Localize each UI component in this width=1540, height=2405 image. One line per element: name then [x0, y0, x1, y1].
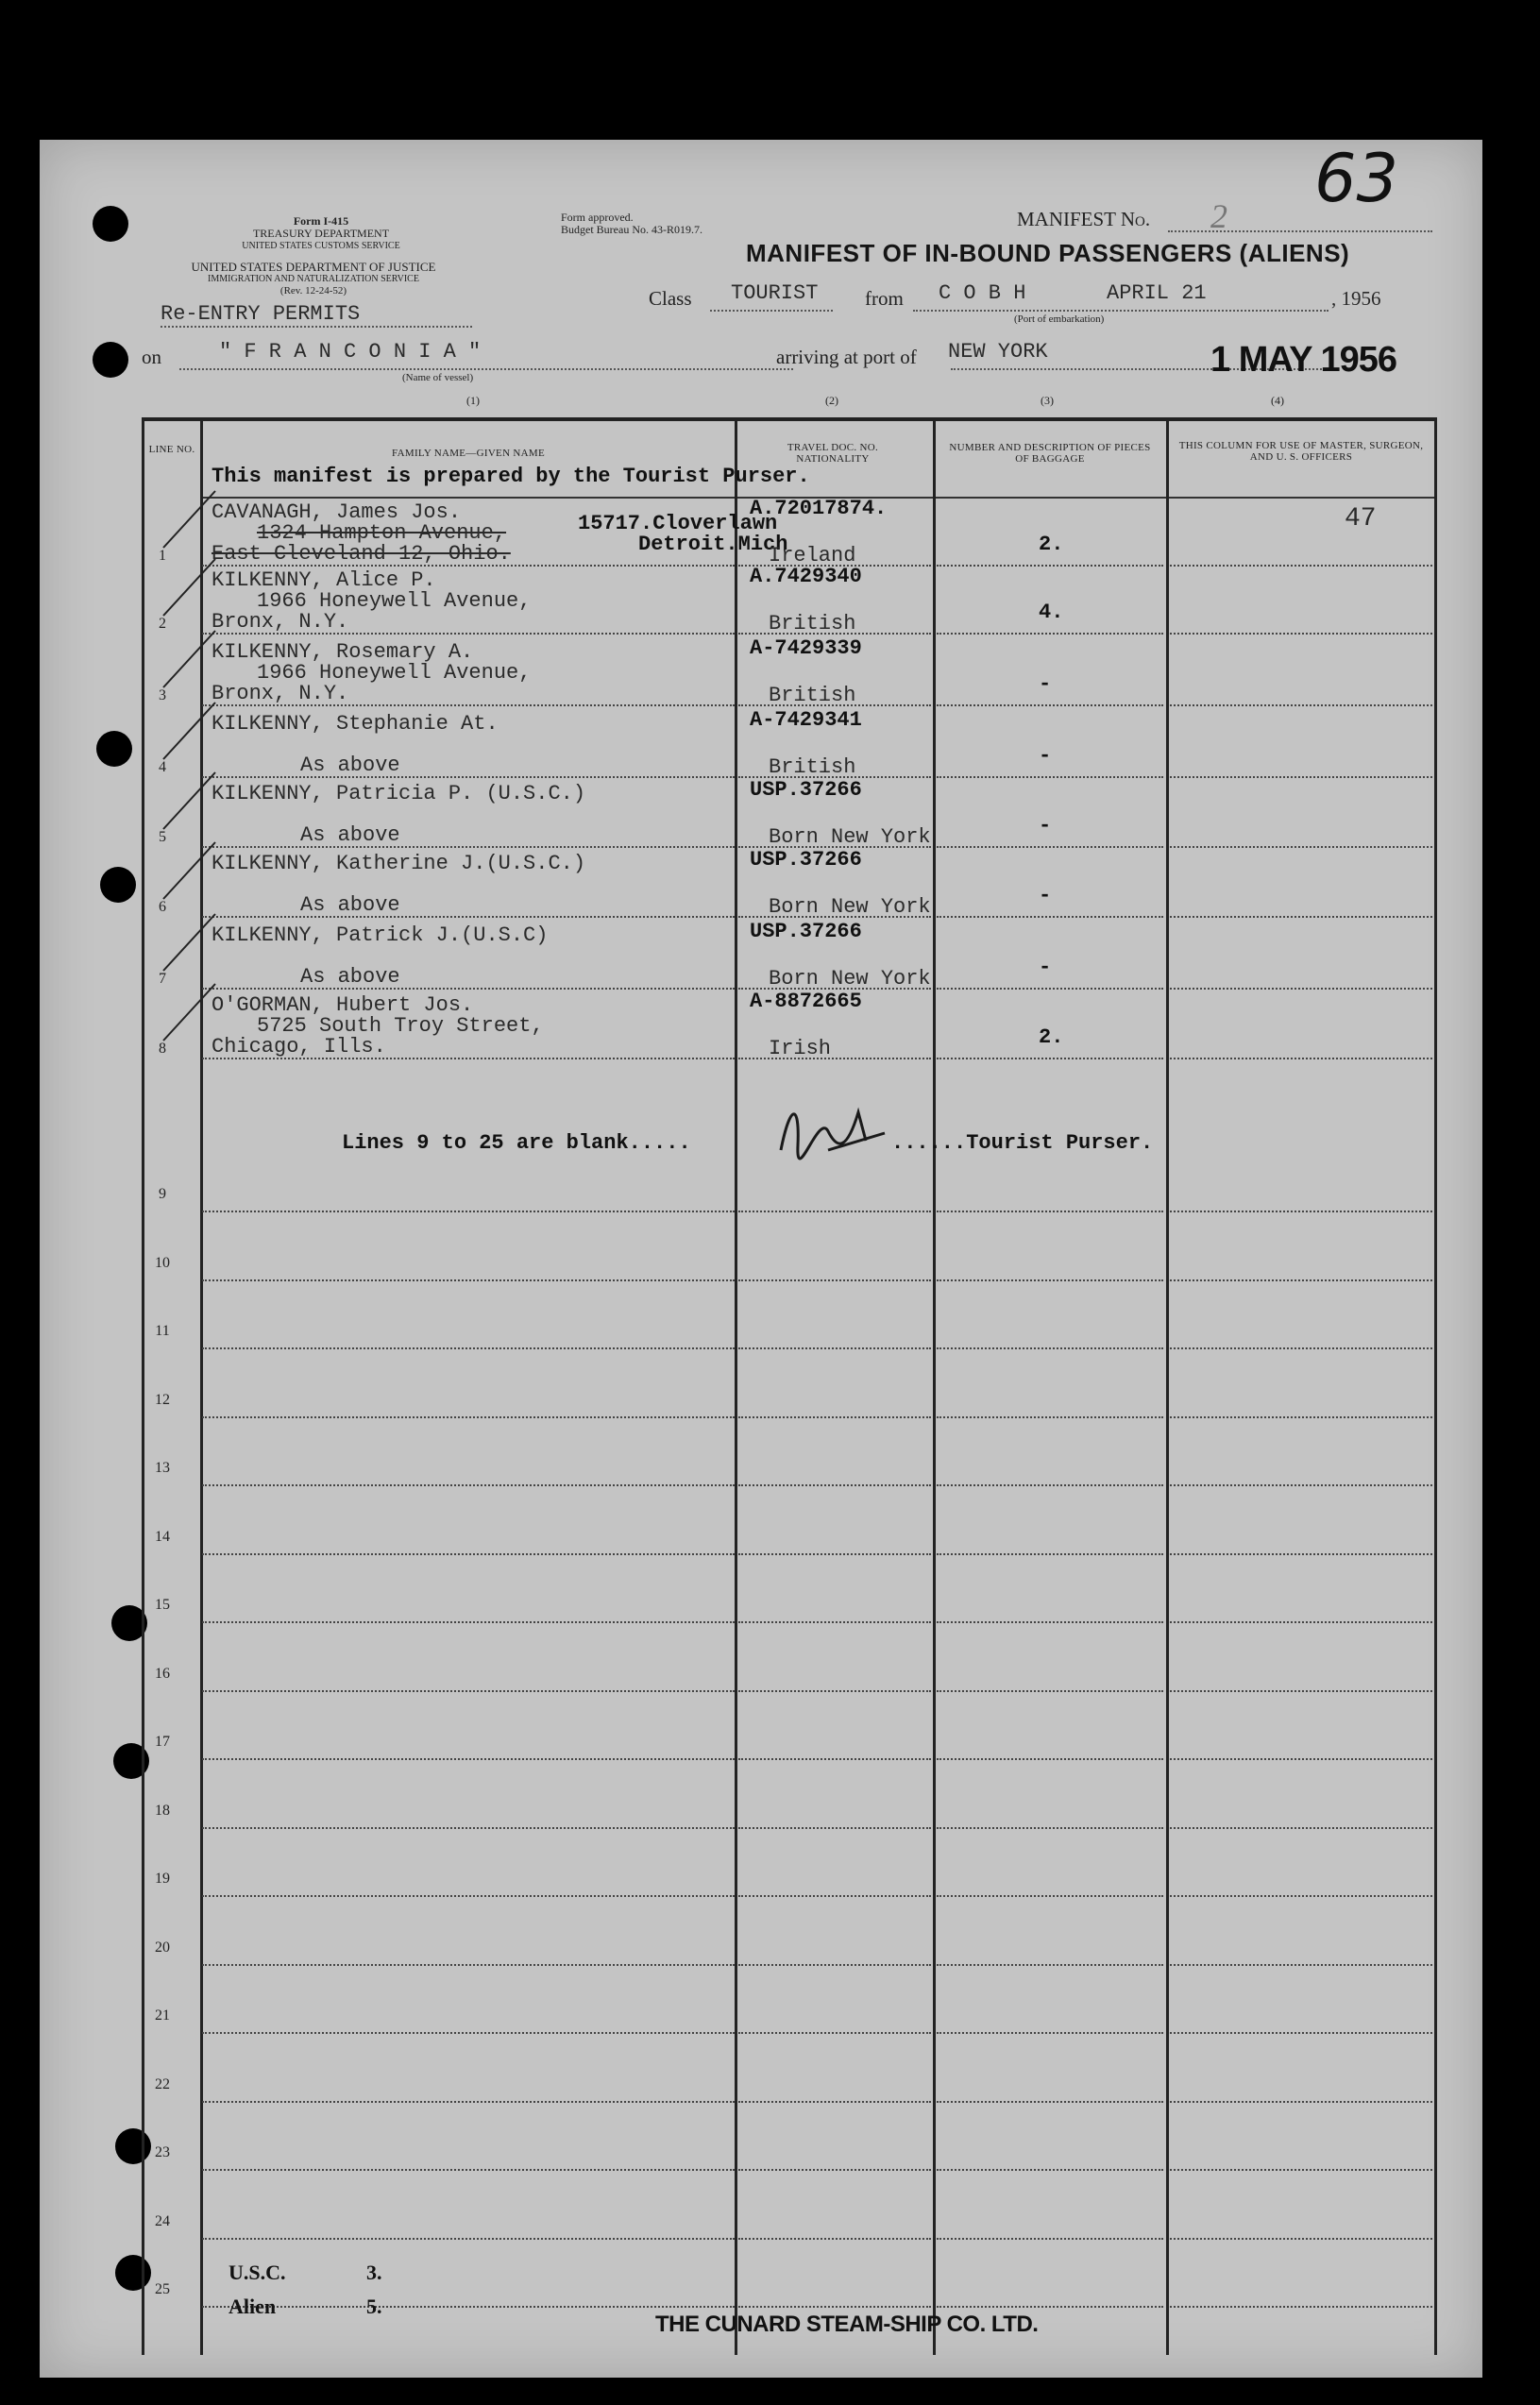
row-separator: [937, 1964, 1163, 1966]
col-num-1: (1): [466, 394, 480, 407]
row-separator: [1170, 776, 1432, 778]
row-separator: [1170, 916, 1432, 918]
preamble: This manifest is prepared by the Tourist Purser.: [212, 465, 810, 488]
dept-justice: UNITED STATES DEPARTMENT OF JUSTICE: [191, 260, 436, 274]
row-separator: [1170, 1484, 1432, 1486]
row-separator: [1170, 1895, 1432, 1897]
row-separator: [1170, 1416, 1432, 1418]
row-separator: [202, 1621, 735, 1623]
nationality: Born New York: [769, 967, 931, 991]
travel-doc-number: A.7429340: [750, 565, 862, 588]
line-number: 10: [155, 1254, 170, 1271]
row-separator: [738, 1347, 931, 1349]
row-separator: [937, 916, 1163, 918]
row-separator: [937, 2306, 1163, 2308]
on-label: on: [142, 346, 161, 368]
col-header-name: FAMILY NAME—GIVEN NAME: [392, 448, 545, 459]
nationality: Irish: [769, 1037, 832, 1060]
row-separator: [738, 2238, 931, 2240]
row-separator: [1170, 988, 1432, 990]
passenger-name: CAVANAGH, James Jos.: [212, 500, 462, 524]
line-number: 25: [155, 2281, 170, 2297]
line-number: 17: [155, 1734, 170, 1750]
passenger-address-1: 1324 Hampton Avenue,: [257, 521, 507, 545]
travel-doc-number: A-7429339: [750, 636, 862, 660]
row-separator: [202, 2169, 735, 2171]
total-usc-label: U.S.C.: [228, 2261, 286, 2284]
row-separator: [937, 988, 1163, 990]
passenger-name: KILKENNY, Stephanie At.: [212, 712, 499, 736]
line-number: 23: [155, 2144, 170, 2160]
row-separator: [202, 1964, 735, 1966]
row-separator: [202, 1827, 735, 1829]
line-number: 6: [159, 899, 166, 915]
embark-date: APRIL 21: [1107, 281, 1207, 305]
approval-info: [561, 212, 702, 236]
page-number: 63: [1314, 140, 1399, 217]
row-separator: [738, 2169, 931, 2171]
row-separator: [1170, 1758, 1432, 1760]
row-separator: [937, 1827, 1163, 1829]
passenger-name: O'GORMAN, Hubert Jos.: [212, 993, 474, 1017]
budget-bureau: Budget Bureau No. 43-R019.7.: [561, 223, 702, 236]
baggage-count: -: [1039, 672, 1052, 696]
nationality: Born New York: [769, 825, 931, 849]
line-number: 21: [155, 2007, 170, 2024]
new-address-2: Detroit.Mich: [638, 533, 788, 556]
col-num-3: (3): [1041, 394, 1054, 407]
line-number: 4: [159, 759, 166, 775]
col-header-doc: TRAVEL DOC. NO. NATIONALITY: [787, 442, 879, 465]
col-header-officers: THIS COLUMN FOR USE OF MASTER, SURGEON, AND U. S. OFFICERS: [1178, 440, 1424, 463]
row-separator: [937, 1416, 1163, 1418]
travel-doc-number: USP.37266: [750, 848, 862, 872]
binder-hole: [100, 867, 136, 903]
passenger-address-1: 1966 Honeywell Avenue,: [257, 589, 532, 613]
passenger-address-1: 1966 Honeywell Avenue,: [257, 661, 532, 685]
line-number: 18: [155, 1802, 170, 1819]
row-separator: [202, 2032, 735, 2034]
line-number: 22: [155, 2075, 170, 2092]
baggage-count: -: [1039, 956, 1052, 979]
passenger-name: KILKENNY, Patrick J.(U.S.C): [212, 923, 549, 947]
arrival-date-stamp: 1 MAY 1956: [1210, 340, 1397, 380]
row-separator: [937, 2169, 1163, 2171]
nationality: British: [769, 684, 856, 707]
new-address-1: 15717.Cloverlawn: [578, 512, 778, 535]
row-separator: [937, 1690, 1163, 1692]
baggage-count: -: [1039, 884, 1052, 907]
row-separator: [202, 2238, 735, 2240]
row-separator: [937, 846, 1163, 848]
row-separator: [1170, 1621, 1432, 1623]
line-number: 9: [159, 1186, 166, 1202]
check-mark-icon: [159, 833, 225, 908]
row-separator: [1170, 1964, 1432, 1966]
line-number: 2: [159, 616, 166, 632]
row-separator: [1170, 565, 1432, 567]
treasury-dept: TREASURY DEPARTMENT: [252, 227, 390, 240]
line-number: 7: [159, 971, 166, 987]
manifest-no-value: 2: [1210, 197, 1227, 235]
passenger-address-2: As above: [300, 965, 400, 989]
row-separator: [937, 704, 1163, 706]
col-num-2: (2): [825, 394, 838, 407]
row-separator: [1170, 2101, 1432, 2103]
class-value: TOURIST: [731, 281, 819, 305]
passenger-address-2: East Cleveland 12, Ohio.: [212, 542, 511, 566]
row-separator: [1170, 2238, 1432, 2240]
passenger-name: KILKENNY, Alice P.: [212, 568, 436, 592]
row-separator: [937, 1279, 1163, 1281]
row-separator: [1170, 633, 1432, 635]
row-separator: [937, 1484, 1163, 1486]
row-separator: [202, 1553, 735, 1555]
row-separator: [202, 1347, 735, 1349]
arriving-label: arriving at port of: [776, 346, 917, 368]
row-separator: [738, 2032, 931, 2034]
travel-doc-number: A-8872665: [750, 990, 862, 1013]
from-label: from: [865, 287, 904, 310]
passenger-address-2: As above: [300, 754, 400, 777]
row-separator: [1170, 846, 1432, 848]
form-approved: Form approved.: [561, 211, 634, 224]
binder-hole: [96, 731, 132, 767]
check-mark-icon: [159, 482, 225, 557]
row-separator: [937, 1621, 1163, 1623]
form-number: Form I-415: [293, 214, 349, 228]
check-mark-icon: [159, 693, 225, 769]
row-separator: [1170, 704, 1432, 706]
blank-note-right: ......Tourist Purser.: [891, 1131, 1154, 1155]
row-separator: [202, 1211, 735, 1212]
row-separator: [1170, 2306, 1432, 2308]
line-number: 5: [159, 829, 166, 845]
row-separator: [202, 916, 735, 918]
binder-hole: [93, 342, 128, 378]
passenger-name: KILKENNY, Patricia P. (U.S.C.): [212, 782, 586, 805]
travel-doc-number: A-7429341: [750, 708, 862, 732]
row-separator: [1170, 1058, 1432, 1059]
line-number: 8: [159, 1041, 166, 1057]
row-separator: [937, 776, 1163, 778]
row-separator: [937, 1758, 1163, 1760]
row-separator: [738, 1279, 931, 1281]
passenger-address-2: Chicago, Ills.: [212, 1035, 386, 1059]
row-separator: [738, 1211, 931, 1212]
check-mark-icon: [159, 621, 225, 697]
baggage-count: 2.: [1039, 1025, 1064, 1049]
line-number: 19: [155, 1871, 170, 1887]
reentry-text: Re-ENTRY PERMITS: [161, 302, 361, 326]
row-separator: [738, 1964, 931, 1966]
col-header-baggage: NUMBER AND DESCRIPTION OF PIECES OF BAGGAGE: [949, 442, 1151, 465]
port-embark-caption: (Port of embarkation): [1014, 313, 1105, 325]
travel-doc-number: A.72017874.: [750, 497, 888, 520]
class-label: Class: [649, 287, 692, 310]
customs-service: UNITED STATES CUSTOMS SERVICE: [242, 241, 400, 251]
col-num-4: (4): [1271, 394, 1284, 407]
row-separator: [202, 988, 735, 990]
row-separator: [738, 1758, 931, 1760]
total-alien-value: 5.: [366, 2295, 382, 2318]
total-alien-label: Alien: [228, 2295, 277, 2318]
row-separator: [937, 1211, 1163, 1212]
passenger-name: KILKENNY, Rosemary A.: [212, 640, 474, 664]
check-mark-icon: [159, 763, 225, 838]
arrival-port: NEW YORK: [948, 340, 1048, 364]
line-number: 12: [155, 1391, 170, 1408]
row-separator: [202, 1484, 735, 1486]
row-separator: [1170, 1279, 1432, 1281]
row-separator: [937, 1058, 1163, 1059]
col-header-line: LINE NO.: [148, 444, 195, 455]
line-number: 1: [159, 548, 166, 564]
passenger-address-2: As above: [300, 823, 400, 847]
baggage-count: 4.: [1039, 601, 1064, 624]
line-number: 15: [155, 1597, 170, 1613]
row-separator: [738, 2306, 931, 2308]
row-separator: [738, 1553, 931, 1555]
row-separator: [937, 2101, 1163, 2103]
row-separator: [202, 1690, 735, 1692]
line-number: 3: [159, 687, 166, 703]
row-separator: [202, 1758, 735, 1760]
row-separator: [1170, 1347, 1432, 1349]
nationality: British: [769, 612, 856, 635]
vessel-caption: (Name of vessel): [402, 372, 474, 383]
baggage-count: -: [1039, 814, 1052, 838]
row-separator: [738, 1484, 931, 1486]
check-mark-icon: [159, 550, 225, 625]
revision: (Rev. 12-24-52): [279, 285, 347, 296]
row-separator: [1170, 2032, 1432, 2034]
row-separator: [202, 1895, 735, 1897]
passenger-address-2: Bronx, N.Y.: [212, 610, 349, 634]
row-separator: [738, 2101, 931, 2103]
row-separator: [202, 1416, 735, 1418]
manifest-no-label: MANIFEST No.: [1017, 208, 1151, 230]
row-separator: [202, 846, 735, 848]
officer-note: 47: [1345, 504, 1377, 534]
row-separator: [738, 1416, 931, 1418]
baggage-count: 2.: [1039, 533, 1064, 556]
line-number: 11: [155, 1323, 170, 1339]
row-separator: [937, 633, 1163, 635]
travel-doc-number: USP.37266: [750, 778, 862, 802]
nationality: Born New York: [769, 895, 931, 919]
passenger-address-2: As above: [300, 893, 400, 917]
cunard-stamp: THE CUNARD STEAM-SHIP CO. LTD.: [655, 2312, 1039, 2337]
row-separator: [738, 1827, 931, 1829]
row-separator: [738, 1895, 931, 1897]
passenger-address-1: 5725 South Troy Street,: [257, 1014, 544, 1038]
travel-doc-number: USP.37266: [750, 920, 862, 943]
nationality: British: [769, 755, 856, 779]
row-separator: [937, 2032, 1163, 2034]
row-separator: [1170, 1827, 1432, 1829]
row-separator: [937, 1347, 1163, 1349]
row-separator: [1170, 2169, 1432, 2171]
ins-line: IMMIGRATION AND NATURALIZATION SERVICE: [208, 274, 419, 284]
blank-note-left: Lines 9 to 25 are blank.....: [342, 1131, 691, 1155]
row-separator: [937, 2238, 1163, 2240]
page-title: MANIFEST OF IN-BOUND PASSENGERS (ALIENS): [746, 239, 1350, 267]
baggage-count: -: [1039, 744, 1052, 768]
line-number: 14: [155, 1528, 170, 1545]
row-separator: [937, 565, 1163, 567]
row-separator: [738, 1690, 931, 1692]
check-mark-icon: [159, 974, 225, 1050]
row-separator: [937, 1895, 1163, 1897]
reentry-permits: [161, 302, 472, 328]
binder-hole: [93, 206, 128, 242]
check-mark-icon: [159, 905, 225, 980]
passenger-name: KILKENNY, Katherine J.(U.S.C.): [212, 852, 586, 875]
line-number: 20: [155, 1939, 170, 1956]
line-number: 24: [155, 2212, 170, 2229]
line-number: 13: [155, 1460, 170, 1476]
vessel-name: " F R A N C O N I A ": [219, 340, 482, 364]
purser-signature: [771, 1093, 894, 1169]
dept-info: [144, 261, 483, 297]
row-separator: [738, 1058, 931, 1059]
row-separator: [1170, 1690, 1432, 1692]
row-separator: [202, 2101, 735, 2103]
passenger-address-2: Bronx, N.Y.: [212, 682, 349, 705]
form-info: [208, 215, 434, 252]
row-separator: [202, 776, 735, 778]
manifest-sheet: [40, 140, 1482, 2378]
row-separator: [937, 1553, 1163, 1555]
row-separator: [738, 1621, 931, 1623]
total-usc-value: 3.: [366, 2261, 382, 2284]
line-number: 16: [155, 1665, 170, 1682]
embark-port: C O B H: [939, 281, 1026, 305]
row-separator: [202, 2306, 735, 2308]
row-separator: [1170, 1553, 1432, 1555]
row-separator: [202, 1279, 735, 1281]
embark-year: , 1956: [1331, 287, 1381, 310]
row-separator: [1170, 1211, 1432, 1212]
nationality: Ireland: [769, 544, 856, 567]
